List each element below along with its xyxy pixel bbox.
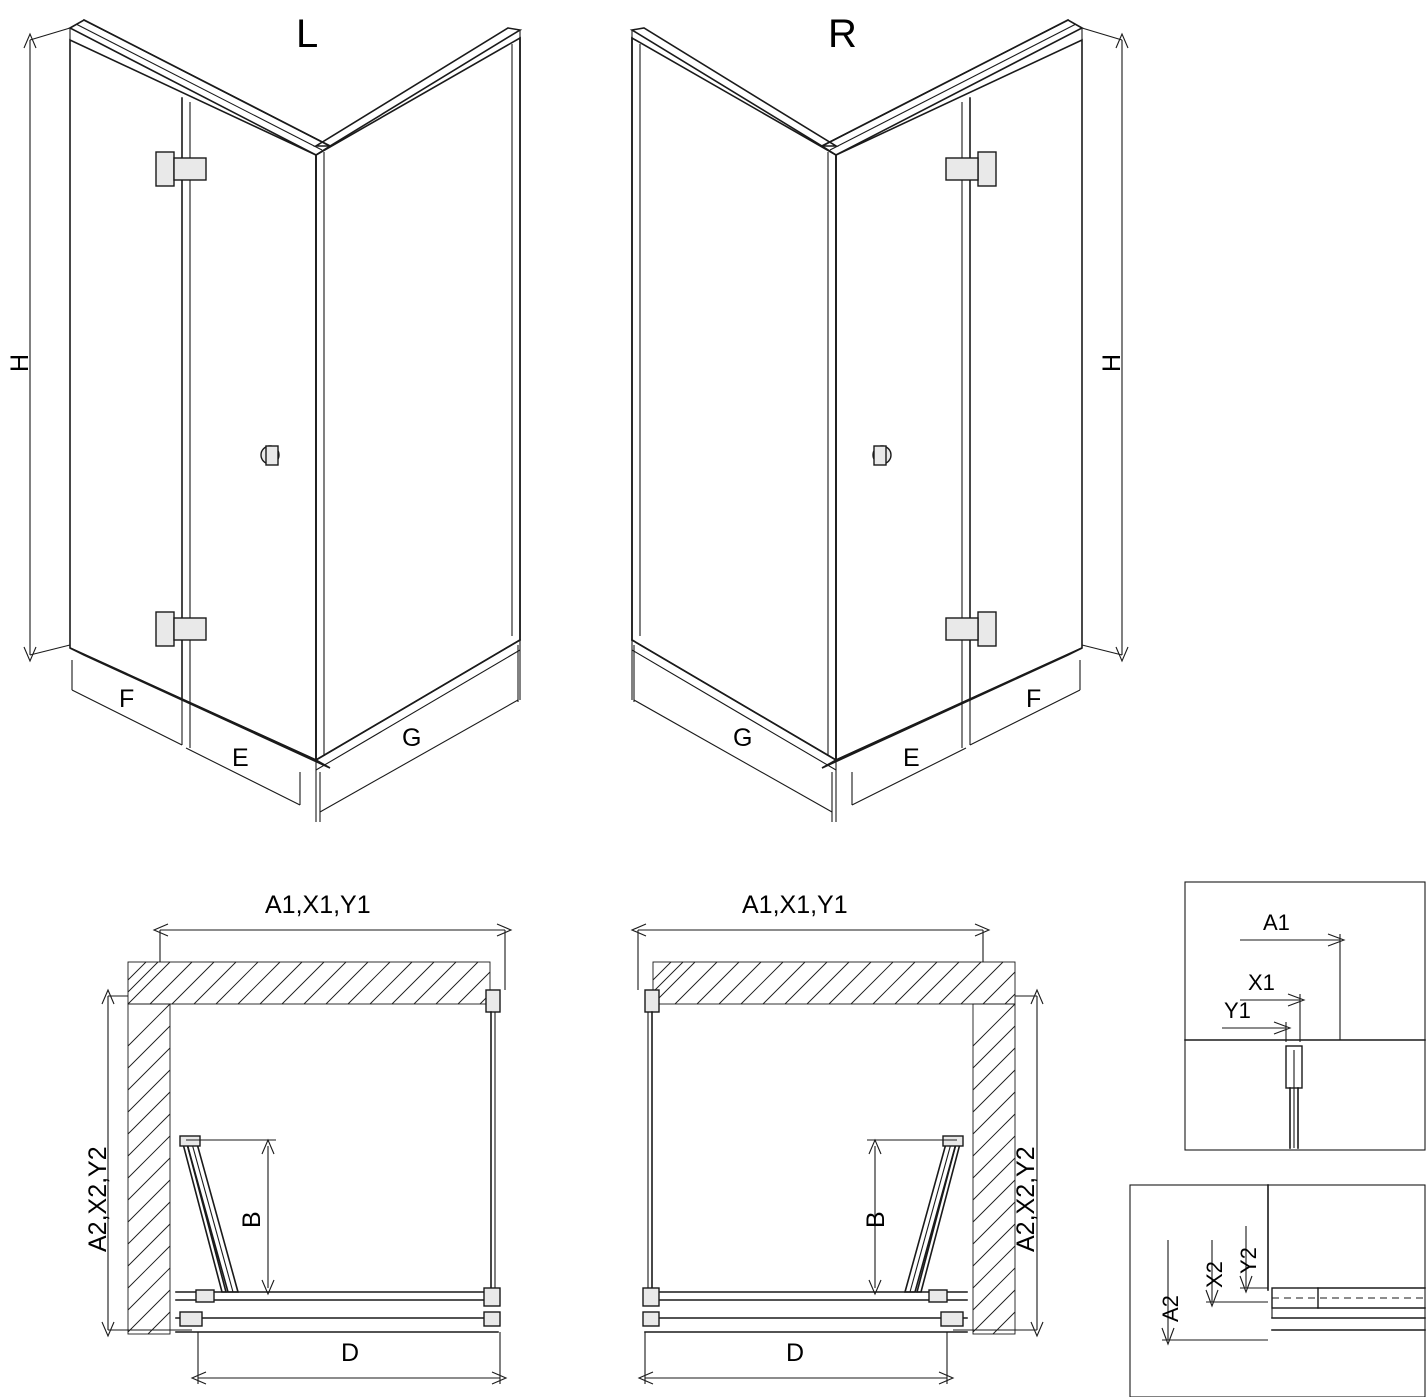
- plan-left-top-dimension-label: A1,X1,Y1: [265, 891, 371, 919]
- iso-right-fixed-panel-label: F: [1026, 685, 1042, 713]
- iso-right-door-label: E: [903, 744, 920, 772]
- plan-left-side-dimension-label: A2,X2,Y2: [84, 1146, 112, 1252]
- detail-box-bottom: [1130, 1185, 1425, 1397]
- detail-top-label-x1: X1: [1248, 970, 1275, 995]
- plan-left-view: [102, 924, 511, 1384]
- detail-top-label-y1: Y1: [1224, 998, 1251, 1023]
- iso-left-height-label: H: [6, 353, 34, 372]
- iso-left-handing-label: L: [296, 12, 319, 56]
- detail-box-top: [1185, 882, 1425, 1150]
- plan-right-bottom-dimension-label: D: [786, 1339, 805, 1367]
- plan-right-swing-dimension-label: B: [862, 1211, 890, 1228]
- plan-left-swing-dimension-label: B: [238, 1211, 266, 1228]
- detail-bottom-label-x2: X2: [1202, 1261, 1227, 1288]
- iso-right-handing-label: R: [828, 12, 857, 56]
- plan-right-side-dimension-label: A2,X2,Y2: [1012, 1146, 1040, 1252]
- iso-right-height-label: H: [1098, 353, 1126, 372]
- detail-bottom-label-y2: Y2: [1236, 1247, 1261, 1274]
- detail-top-label-a1: A1: [1263, 910, 1290, 935]
- iso-left-door-label: E: [232, 744, 249, 772]
- plan-right-view: [632, 924, 1043, 1384]
- iso-left-view: [24, 20, 520, 822]
- iso-right-side-panel-label: G: [733, 724, 753, 752]
- iso-left-fixed-panel-label: F: [119, 685, 135, 713]
- plan-right-top-dimension-label: A1,X1,Y1: [742, 891, 848, 919]
- detail-bottom-label-a2: A2: [1158, 1295, 1183, 1322]
- iso-right-view: [632, 20, 1128, 822]
- plan-left-bottom-dimension-label: D: [341, 1339, 360, 1367]
- iso-left-side-panel-label: G: [402, 724, 422, 752]
